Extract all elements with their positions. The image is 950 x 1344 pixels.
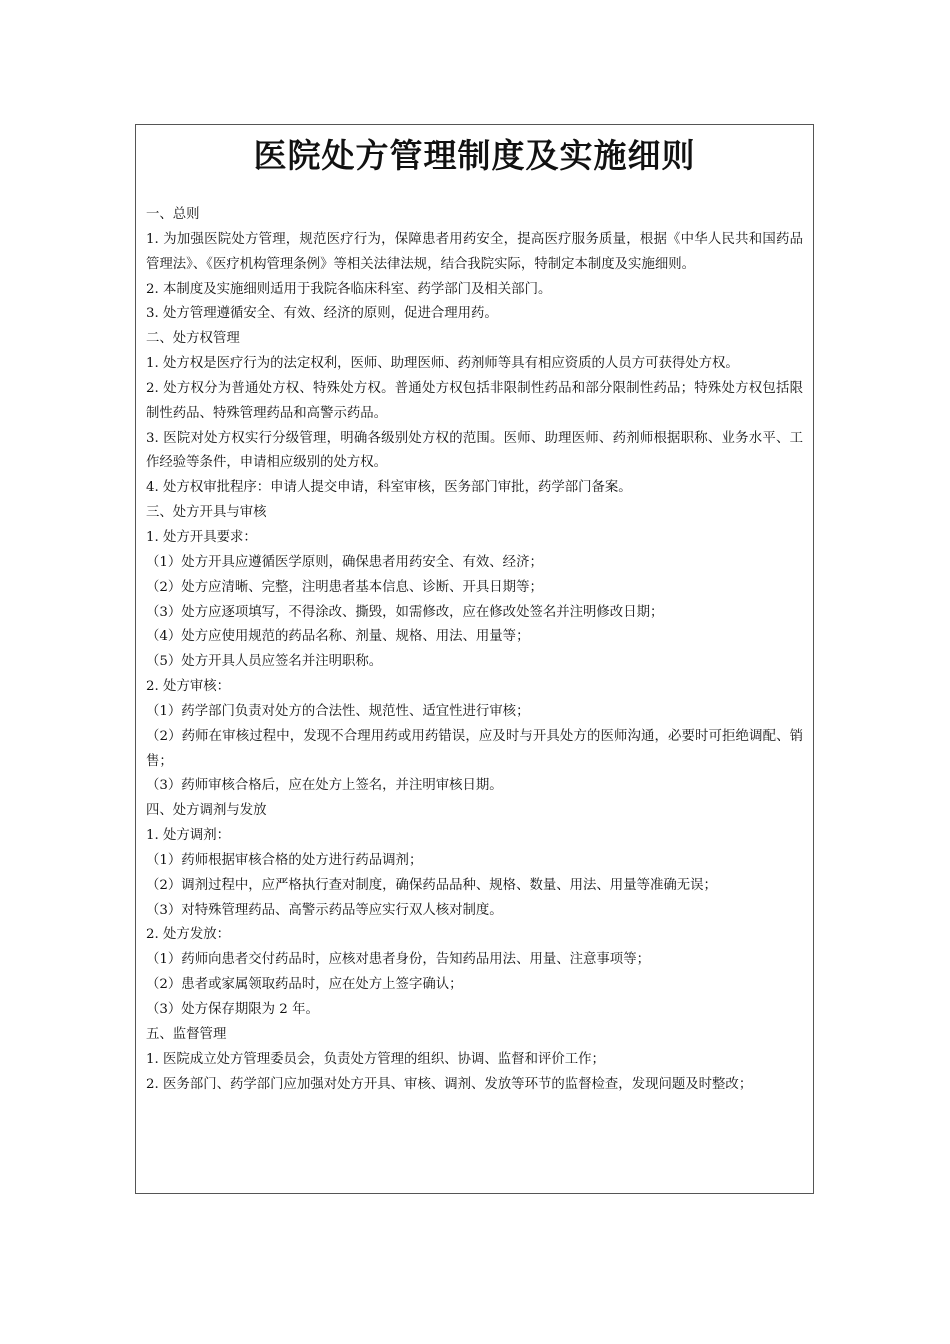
list-item: （3）药师审核合格后，应在处方上签名，并注明审核日期。 bbox=[146, 778, 503, 794]
document-frame bbox=[135, 124, 814, 1194]
paragraph: 3. 处方管理遵循安全、有效、经济的原则，促进合理用药。 bbox=[146, 306, 498, 322]
list-item: （3）处方保存期限为 2 年。 bbox=[146, 1002, 319, 1017]
list-item: （2）调剂过程中，应严格执行查对制度，确保药品品种、规格、数量、用法、用量等准确无误； bbox=[146, 877, 717, 893]
list-item: （1）药学部门负责对处方的合法性、规范性、适宜性进行审核； bbox=[146, 703, 530, 719]
paragraph: 2. 处方审核： bbox=[146, 679, 230, 695]
list-item: （1）药师向患者交付药品时，应核对患者身份，告知药品用法、用量、注意事项等； bbox=[146, 952, 650, 968]
paragraph: 3. 医院对处方权实行分级管理，明确各级别处方权的范围。医师、助理医师、药剂师根据职称、业务水平、工作经验等条件，申请相应级别的处方权。 bbox=[146, 430, 803, 471]
section-heading: 一、总则 bbox=[146, 207, 200, 222]
list-item: （2）患者或家属领取药品时，应在处方上签字确认； bbox=[146, 977, 463, 993]
section-heading: 四、处方调剂与发放 bbox=[146, 803, 267, 819]
paragraph: 1. 为加强医院处方管理，规范医疗行为，保障患者用药安全，提高医疗服务质量，根据《中华人民共和国药品管理法》、《医疗机构管理条例》等相关法律法规，结合我院实际，特制定本制度及实施细则。 bbox=[146, 231, 803, 272]
list-item: （4）处方应使用规范的药品名称、剂量、规格、用法、用量等； bbox=[146, 629, 530, 645]
list-item: （5）处方开具人员应签名并注明职称。 bbox=[146, 654, 383, 670]
section-heading: 三、处方开具与审核 bbox=[146, 505, 267, 521]
paragraph: 2. 本制度及实施细则适用于我院各临床科室、药学部门及相关部门。 bbox=[146, 281, 552, 297]
document-title: 医院处方管理制度及实施细则 bbox=[253, 136, 696, 175]
paragraph: 1. 处方调剂： bbox=[146, 828, 230, 844]
list-item: （2）药师在审核过程中，发现不合理用药或用药错误，应及时与开具处方的医师沟通，必要时可拒绝调配、销售； bbox=[146, 728, 803, 769]
list-item: （3）对特殊管理药品、高警示药品等应实行双人核对制度。 bbox=[146, 902, 503, 918]
paragraph: 4. 处方权审批程序：申请人提交申请，科室审核，医务部门审批，药学部门备案。 bbox=[146, 480, 632, 496]
list-item: （1）药师根据审核合格的处方进行药品调剂； bbox=[146, 852, 423, 868]
section-heading: 二、处方权管理 bbox=[146, 331, 240, 347]
section-heading: 五、监督管理 bbox=[146, 1026, 227, 1042]
document-body bbox=[146, 203, 803, 1097]
paragraph: 1. 处方权是医疗行为的法定权利，医师、助理医师、药剂师等具有相应资质的人员方可获得处方权。 bbox=[146, 356, 739, 372]
list-item: （1）处方开具应遵循医学原则，确保患者用药安全、有效、经济； bbox=[146, 554, 543, 570]
paragraph: 2. 医务部门、药学部门应加强对处方开具、审核、调剂、发放等环节的监督检查，发现问题及时整改； bbox=[146, 1076, 753, 1092]
paragraph: 1. 医院成立处方管理委员会，负责处方管理的组织、协调、监督和评价工作； bbox=[146, 1051, 605, 1067]
paragraph: 2. 处方权分为普通处方权、特殊处方权。普通处方权包括非限制性药品和部分限制性药品；特殊处方权包括限制性药品、特殊管理药品和高警示药品。 bbox=[146, 380, 803, 421]
paragraph: 1. 处方开具要求： bbox=[146, 529, 257, 545]
list-item: （2）处方应清晰、完整，注明患者基本信息、诊断、开具日期等； bbox=[146, 579, 543, 595]
list-item: （3）处方应逐项填写，不得涂改、撕毁，如需修改，应在修改处签名并注明修改日期； bbox=[146, 604, 664, 620]
paragraph: 2. 处方发放： bbox=[146, 927, 230, 943]
